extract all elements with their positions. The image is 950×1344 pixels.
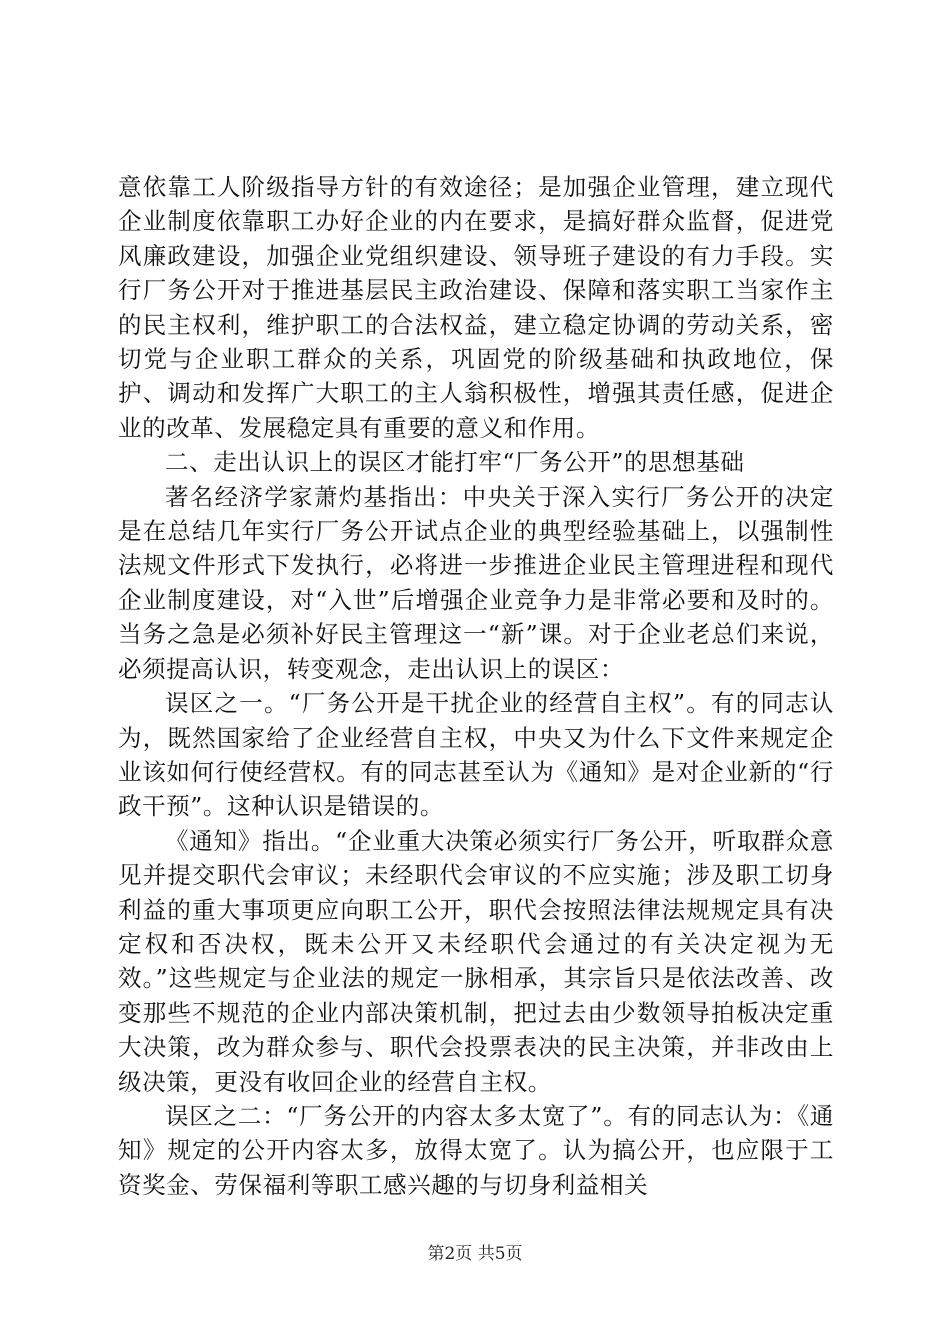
paragraph-misconception-2: 误区之二：“厂务公开的内容太多太宽了”。有的同志认为：《通知》规定的公开内容太多，放得太宽了。认为搞公开，也应限于工资奖金、劳保福利等职工感兴趣的与切身利益相关 — [118, 1101, 834, 1199]
document-body — [118, 170, 834, 1202]
paragraph-notice-quote: 《通知》指出。“企业重大决策必须实行厂务公开，听取群众意见并提交职代会审议；未经职代会审议的不应实施；涉及职工切身利益的重大事项更应向职工公开，职代会按照法律法规规定具有决定权和否决权，既未公开又未经职代会通过的有关决定视为无效。”这些规定与企业法的规定一脉相承，其宗旨只是依法改善、改变那些不规范的企业内部决策机制，把过去由少数领导拍板决定重大决策，改为群众参与、职代会投票表决的民主决策，并非改由上级决策，更没有收回企业的经营自主权。 — [118, 826, 834, 1096]
paragraph-continuation: 意依靠工人阶级指导方针的有效途径；是加强企业管理，建立现代企业制度依靠职工办好企业的内在要求，是搞好群众监督，促进党风廉政建设，加强企业党组织建设、领导班子建设的有力手段。实行厂务公开对于推进基层民主政治建设、保障和落实职工当家作主的民主权利，维护职工的合法权益，建立稳定协调的劳动关系，密切党与企业职工群众的关系，巩固党的阶级基础和执政地位，保护、调动和发挥广大职工的主人翁积极性，增强其责任感，促进企业的改革、发展稳定具有重要的意义和作用。 — [118, 173, 834, 442]
page-number-footer: 第2页 共5页 — [427, 1244, 523, 1264]
paragraph-expert-quote: 著名经济学家萧灼基指出：中央关于深入实行厂务公开的决定是在总结几年实行厂务公开试点企业的典型经验基础上，以强制性法规文件形式下发执行，必将进一步推进企业民主管理进程和现代企业制度建设，对“入世”后增强企业竞争力是非常必要和及时的。当务之急是必须补好民主管理这一“新”课。对于企业老总们来说，必须提高认识，转变观念，走出认识上的误区： — [118, 482, 834, 683]
paragraph-misconception-1: 误区之一。“厂务公开是干扰企业的经营自主权”。有的同志认为，既然国家给了企业经营自主权，中央又为什么下文件来规定企业该如何行使经营权。有的同志甚至认为《通知》是对企业新的“行政干预”。这种认识是错误的。 — [118, 689, 834, 821]
section-heading: 二、走出认识上的误区才能打牢“厂务公开”的思想基础 — [165, 448, 745, 477]
